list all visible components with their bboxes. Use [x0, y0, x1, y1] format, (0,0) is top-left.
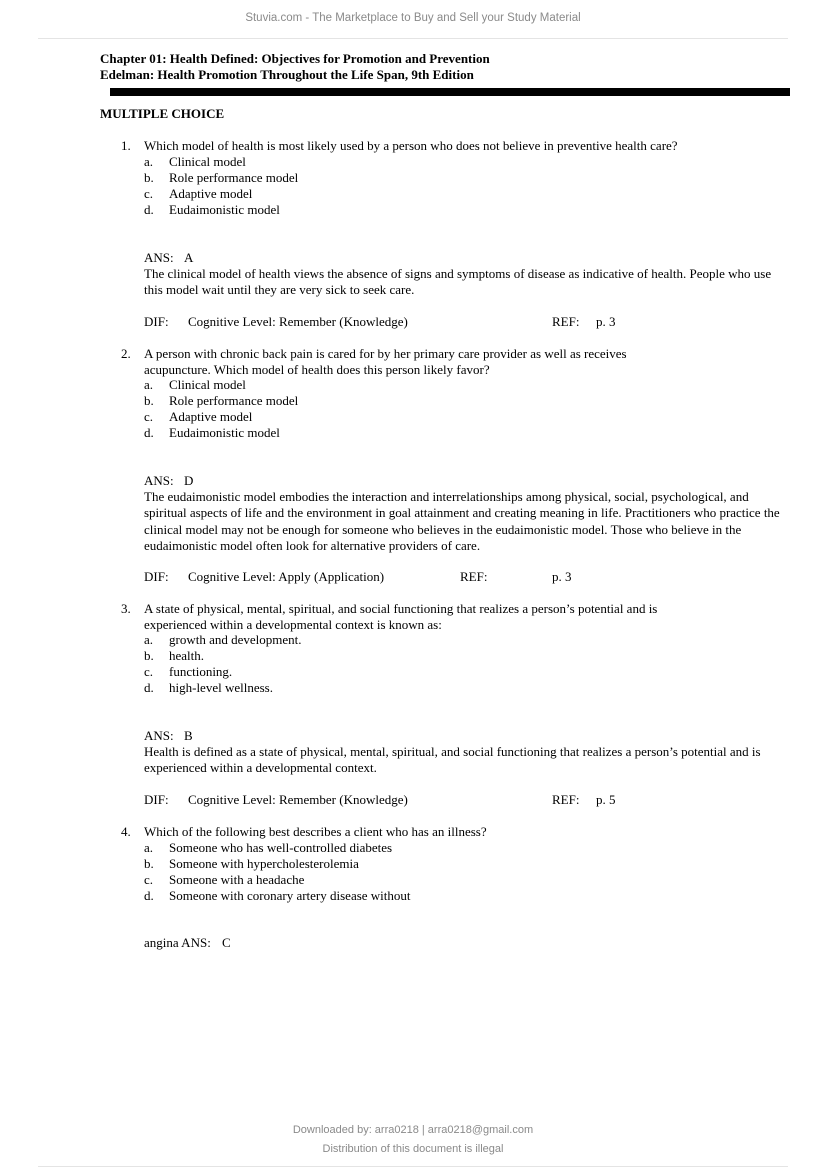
- option-letter: c.: [144, 872, 154, 887]
- option-text: Clinical model: [169, 377, 246, 392]
- answer-label: ANS:: [144, 473, 174, 488]
- rationale: Health is defined as a state of physical, mental, spiritual, and social functioning that realizes a person’s potential and is experienced within a developmental context.: [144, 744, 761, 776]
- site-watermark: Stuvia.com - The Marketplace to Buy and Sell your Study Material: [245, 12, 581, 24]
- rationale: The eudaimonistic model embodies the interaction and interrelationships among physical, social, psychological, and spiritual aspects of life and the environment in goal attainment and creating meaning in life. Practitioners who practice the clinical model may not be enough for someone who believes in the eudaimonistic model. Those who believe in the eudaimonistic model often look for alternative providers of care.: [144, 489, 780, 553]
- reference-label: REF:: [552, 792, 580, 807]
- question-stem: Which of the following best describes a client who has an illness?: [144, 824, 487, 839]
- difficulty-value: Cognitive Level: Remember (Knowledge): [188, 314, 408, 329]
- option-text: health.: [169, 648, 205, 663]
- option-text: high-level wellness.: [169, 680, 273, 695]
- reference-value: p. 3: [596, 314, 616, 329]
- option-letter: d.: [144, 680, 154, 695]
- answer-value: B: [184, 728, 193, 743]
- difficulty-value: Cognitive Level: Remember (Knowledge): [188, 792, 408, 807]
- difficulty-label: DIF:: [144, 792, 169, 807]
- document-title: Chapter 01: Health Defined: Objectives for Promotion and Prevention: [100, 51, 490, 66]
- distribution-notice: Distribution of this document is illegal: [322, 1143, 504, 1155]
- reference-label: REF:: [552, 314, 580, 329]
- option-letter: b.: [144, 170, 154, 185]
- option-text: Someone who has well-controlled diabetes: [169, 840, 393, 855]
- answer-value: A: [184, 250, 194, 265]
- option-letter: b.: [144, 393, 154, 408]
- answer-label: ANS:: [144, 728, 174, 743]
- option-letter: d.: [144, 425, 154, 440]
- option-text: Someone with coronary artery disease without: [169, 888, 411, 903]
- option-letter: d.: [144, 202, 154, 217]
- option-text: Adaptive model: [169, 409, 253, 424]
- download-info: Downloaded by: arra0218 | arra0218@gmail.com: [292, 1124, 534, 1136]
- option-letter: a.: [144, 377, 154, 392]
- difficulty-value: Cognitive Level: Apply (Application): [188, 569, 385, 584]
- option-text: Clinical model: [169, 154, 246, 169]
- footer-divider: [38, 1166, 788, 1167]
- question-number: 2.: [121, 346, 131, 361]
- rationale: The clinical model of health views the absence of signs and symptoms of disease as indicative of health. People who use this model wait until they are very sick to seek care.: [144, 266, 772, 298]
- answer-value: D: [184, 473, 194, 488]
- option-text: Eudaimonistic model: [169, 202, 280, 217]
- question-stem: Which model of health is most likely used by a person who does not believe in preventive health care?: [144, 138, 678, 153]
- option-text: Someone with a headache: [169, 872, 305, 887]
- question-number: 4.: [121, 824, 131, 839]
- option-letter: b.: [144, 856, 154, 871]
- option-letter: c.: [144, 409, 154, 424]
- option-text: Adaptive model: [169, 186, 253, 201]
- option-letter: d.: [144, 888, 154, 903]
- option-text: Role performance model: [169, 393, 299, 408]
- option-text: functioning.: [169, 664, 233, 679]
- question-stem: acupuncture. Which model of health does this person likely favor?: [144, 362, 490, 377]
- option-text: Role performance model: [169, 170, 299, 185]
- answer-value: C: [222, 935, 231, 950]
- reference-label: REF:: [460, 569, 488, 584]
- question-stem: A person with chronic back pain is cared for by her primary care provider as well as receives: [144, 346, 627, 361]
- option-text: growth and development.: [169, 632, 302, 647]
- option-letter: c.: [144, 186, 154, 201]
- section-heading: MULTIPLE CHOICE: [100, 106, 225, 121]
- option-letter: a.: [144, 154, 154, 169]
- option-letter: a.: [144, 840, 154, 855]
- option-letter: a.: [144, 632, 154, 647]
- option-text: Someone with hypercholesterolemia: [169, 856, 359, 871]
- answer-tail-text: angina ANS:: [144, 935, 211, 950]
- question-stem: experienced within a developmental context is known as:: [144, 617, 442, 632]
- option-letter: b.: [144, 648, 154, 663]
- answer-label: ANS:: [144, 250, 174, 265]
- option-letter: c.: [144, 664, 154, 679]
- reference-value: p. 5: [596, 792, 616, 807]
- question-stem: A state of physical, mental, spiritual, and social functioning that realizes a person’s potential and is: [144, 601, 658, 616]
- header-divider: [38, 38, 788, 39]
- title-rule: [110, 88, 790, 96]
- difficulty-label: DIF:: [144, 314, 169, 329]
- question-number: 3.: [121, 601, 131, 616]
- reference-value: p. 3: [552, 569, 572, 584]
- option-text: Eudaimonistic model: [169, 425, 280, 440]
- question-number: 1.: [121, 138, 131, 153]
- document-subtitle: Edelman: Health Promotion Throughout the Life Span, 9th Edition: [100, 67, 474, 82]
- difficulty-label: DIF:: [144, 569, 169, 584]
